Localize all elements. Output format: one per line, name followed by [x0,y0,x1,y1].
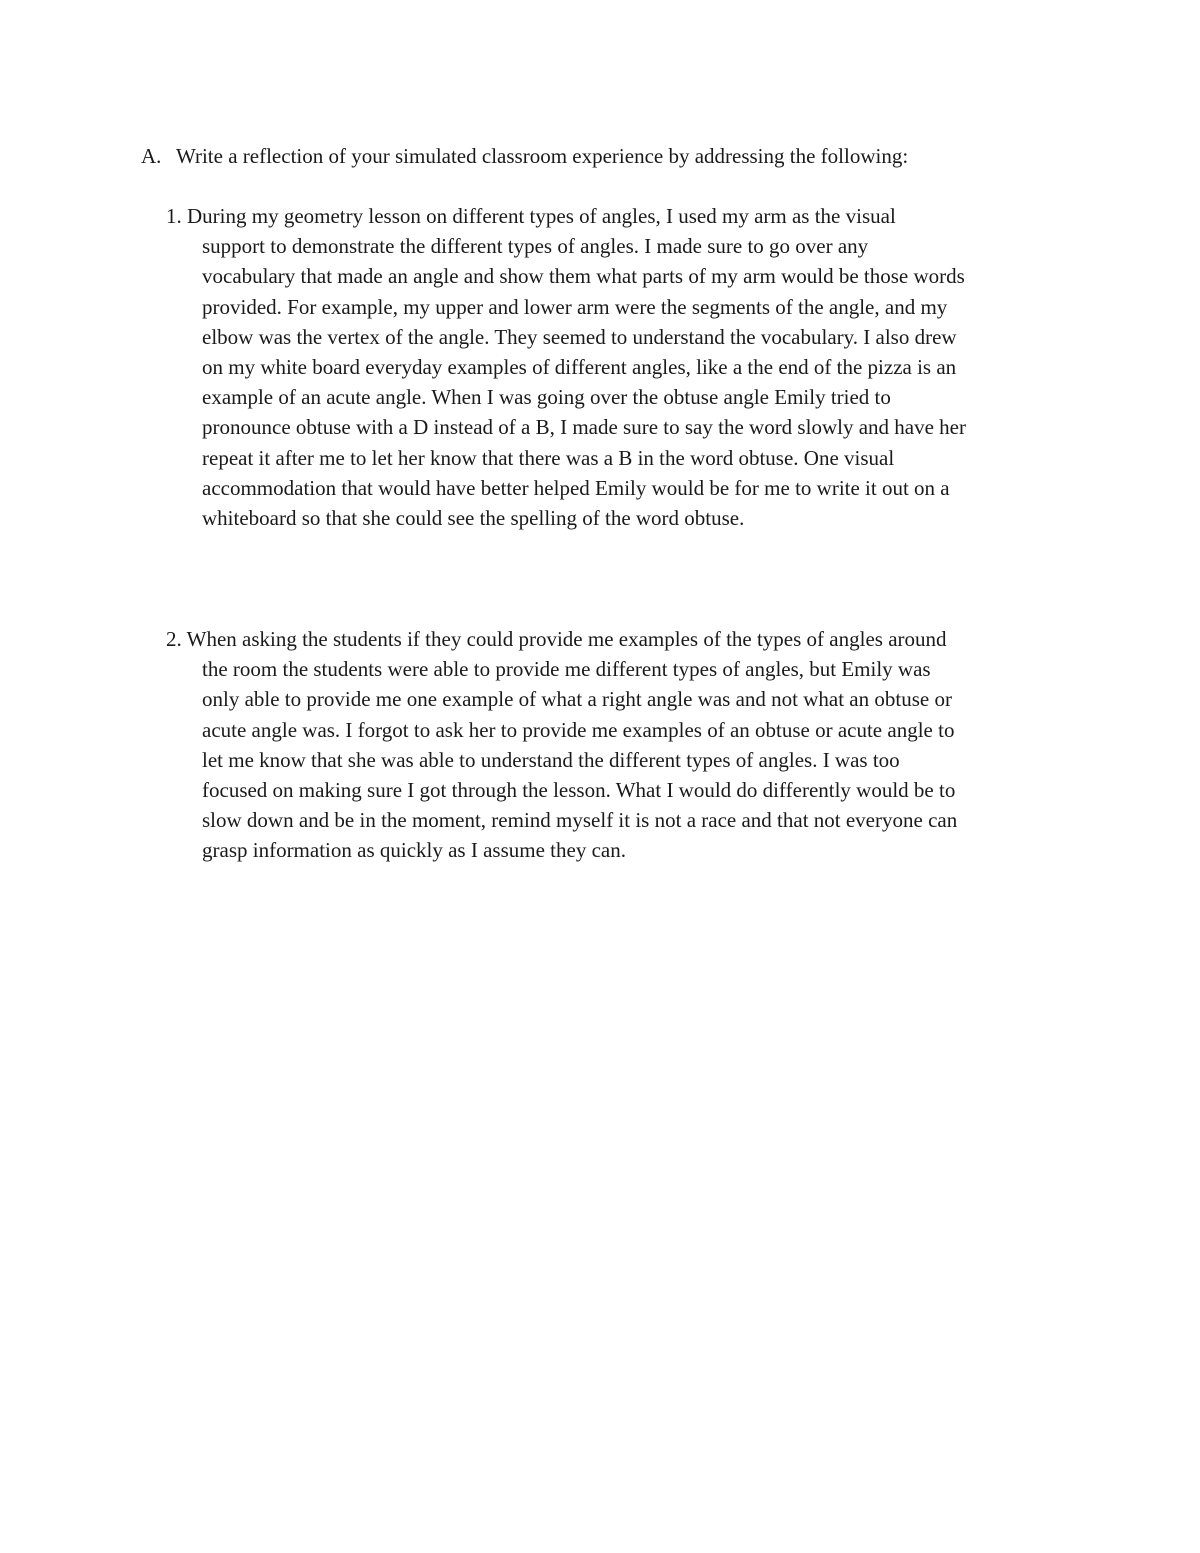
item-1-line-5: elbow was the vertex of the angle. They seemed to understand the vocabulary. I also drew [202,324,957,349]
item-1-line-10: accommodation that would have better helped Emily would be for me to write it out on a [202,475,950,500]
item-2-line-5: let me know that she was able to understand the different types of angles. I was too [202,747,900,772]
item-1-line-2: support to demonstrate the different types of angles. I made sure to go over any [202,234,869,259]
item-1-line-3: vocabulary that made an angle and show them what parts of my arm would be those words [202,264,965,289]
item-2-line-4: acute angle was. I forgot to ask her to provide me examples of an obtuse or acute angle to [202,717,955,742]
item-1-line-9: repeat it after me to let her know that there was a B in the word obtuse. One visual [202,445,895,470]
section-marker: A. [141,144,162,168]
reflection-item-2 [166,624,1066,866]
reflection-item-1 [166,201,1066,533]
item-1-line-1: 1. During my geometry lesson on different types of angles, I used my arm as the visual [166,204,896,228]
item-1-line-8: pronounce obtuse with a D instead of a B, I made sure to say the word slowly and have her [202,415,966,440]
item-2-line-3: only able to provide me one example of what a right angle was and not what an obtuse or [202,687,952,712]
item-1-line-11: whiteboard so that she could see the spelling of the word obtuse. [202,506,745,531]
item-1-line-4: provided. For example, my upper and lower arm were the segments of the angle, and my [202,294,948,319]
section-heading [141,141,1101,171]
item-2-line-7: slow down and be in the moment, remind myself it is not a race and that not everyone can [202,808,958,833]
item-2-line-2: the room the students were able to provide me different types of angles, but Emily was [202,657,931,682]
item-1-line-6: on my white board everyday examples of different angles, like a the end of the pizza is an [202,355,957,380]
section-prompt: Write a reflection of your simulated classroom experience by addressing the following: [176,144,909,168]
item-1-line-7: example of an acute angle. When I was going over the obtuse angle Emily tried to [202,385,891,410]
item-2-line-8: grasp information as quickly as I assume they can. [202,838,626,863]
item-2-line-1: 2. When asking the students if they could provide me examples of the types of angles around [166,627,947,651]
item-2-line-6: focused on making sure I got through the lesson. What I would do differently would be to [202,778,956,803]
